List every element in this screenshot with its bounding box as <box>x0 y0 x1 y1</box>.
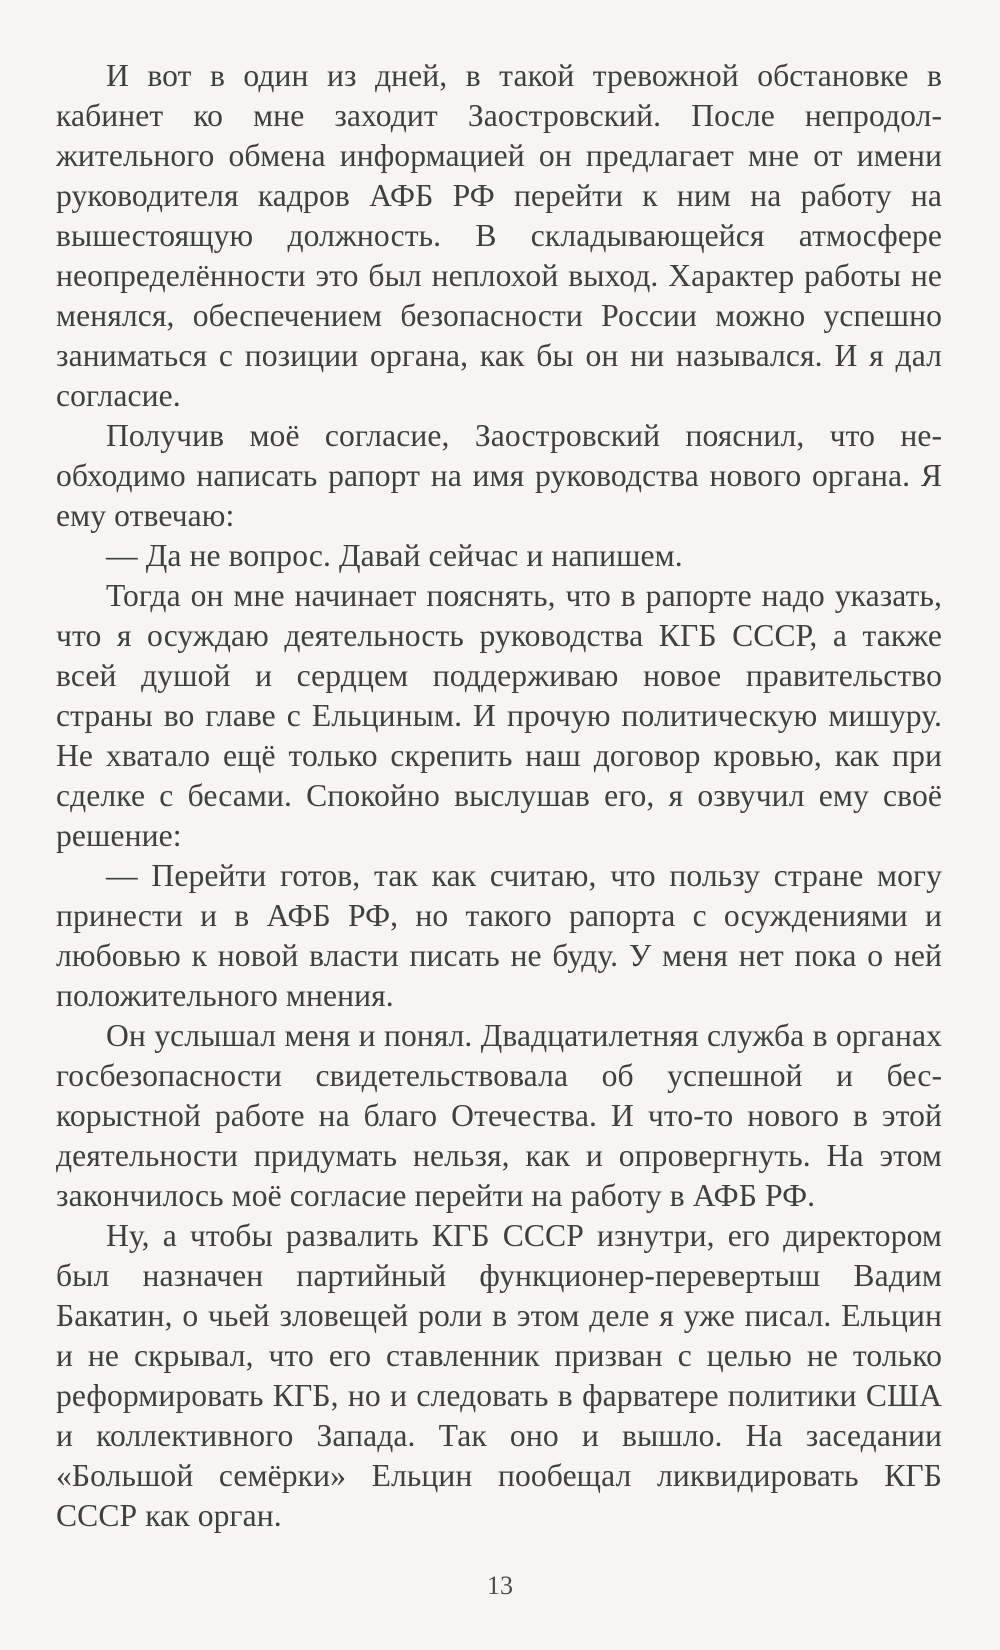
page-number: 13 <box>487 1571 513 1600</box>
paragraph-1: И вот в один из дней, в такой тревожной обстановке в кабинет ко мне заходит Заостровский. После непродолжительного обмена информацией он предлагает мне от имени руководителя кадров АФБ РФ перейти к ним на работу на вышестоящую должность. В складывающейся атмосфере неопределённости это был неплохой выход. Характер работы не менялся, обеспечением безопасности России можно успешно заниматься с позиции органа, как бы он ни назывался. И я дал согласие. <box>56 58 942 413</box>
page-body <box>56 56 942 1536</box>
paragraph-5: — Перейти готов, так как считаю, что пользу стране могу принести и в АФБ РФ, но такого рапорта с осуждениями и любовью к новой власти писать не буду. У меня нет пока о ней положительного мнения. <box>56 858 942 1013</box>
paragraph-7: Ну, а чтобы развалить КГБ СССР изнутри, его директором был назначен партийный функционер-перевертыш Вадим Бакатин, о чьей зловещей роли в этом деле я уже писал. Ельцин и не скрывал, что его ставленник призван с целью не только реформировать КГБ, но и следовать в фарватере политики США и коллективного Запада. Так оно и вышло. На заседании «Большой семёрки» Ельцин пообещал ликвидировать КГБ СССР как орган. <box>56 1218 942 1533</box>
paragraph-6: Он услышал меня и понял. Двадцатилетняя служба в органах госбезопасности свидетельствовала об успешной и бескорыстной работе на благо Отечества. И что-то нового в этой деятельности придумать нельзя, как и опровергнуть. На этом закончилось моё согласие перейти на работу в АФБ РФ. <box>56 1018 942 1213</box>
paragraph-2: Получив моё согласие, Заостровский пояснил, что необходимо написать рапорт на имя руководства нового органа. Я ему отвечаю: <box>56 418 942 533</box>
paragraph-3: — Да не вопрос. Давай сейчас и напишем. <box>106 538 683 573</box>
paragraph-4: Тогда он мне начинает пояснять, что в рапорте надо указать, что я осуждаю деятельность руководства КГБ СССР, а также всей душой и сердцем поддерживаю новое правительство страны во главе с Ельциным. И прочую политическую мишуру. Не хватало ещё только скрепить наш договор кровью, как при сделке с бесами. Спокойно выслушав его, я озвучил ему своё решение: <box>56 578 942 853</box>
